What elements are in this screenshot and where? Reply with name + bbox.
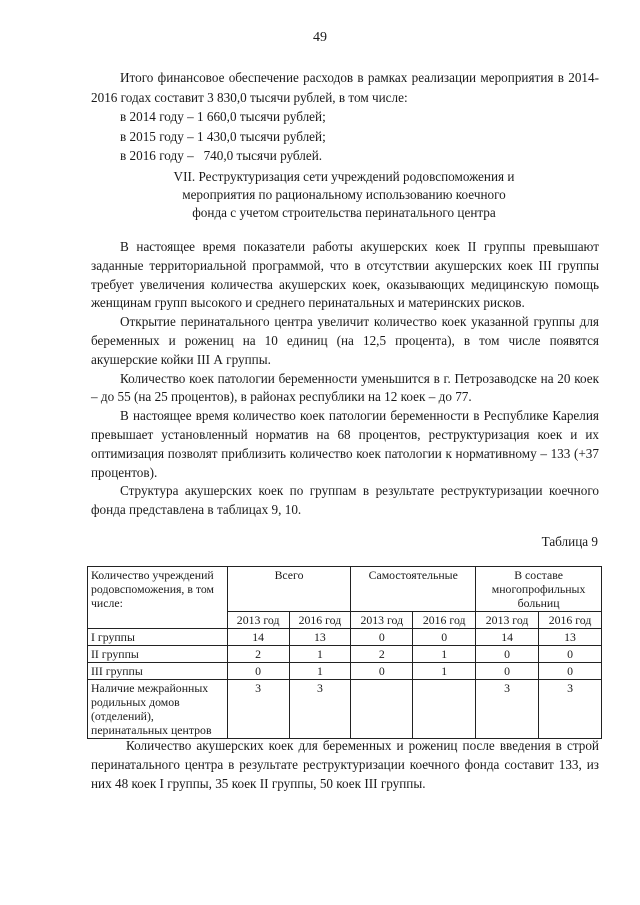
table-header-first: Количество учреждений родовспоможения, в том числе:	[88, 567, 228, 629]
table-cell: 1	[413, 646, 476, 663]
table-year: 2013 год	[351, 612, 413, 629]
table-header-row	[88, 567, 602, 612]
finance-year-2015: в 2015 году – 1 430,0 тысячи рублей;	[120, 128, 326, 144]
table-cell: 1	[413, 663, 476, 680]
section-title-line: фонда с учетом строительства перинатального центра	[192, 205, 496, 220]
table-row	[88, 663, 602, 680]
table-row	[88, 680, 602, 739]
table-header-group: Всего	[227, 567, 351, 612]
paragraph: В настоящее время показатели работы акушерских коек II группы превышают заданные территориальной программой, что в отсутствии акушерских коек III группы требует увеличения количества акушерских коек, оказывающих медицинскую помощь женщинам групп высокого и среднего перинатальных и материнских рисков.	[91, 239, 599, 311]
table-cell: 0	[476, 663, 539, 680]
table-caption: Таблица 9	[541, 534, 598, 549]
table-cell: 1	[289, 646, 351, 663]
table-cell: 3	[539, 680, 602, 739]
table-year: 2016 год	[539, 612, 602, 629]
table-cell: 0	[351, 629, 413, 646]
paragraph: Открытие перинатального центра увеличит количество коек указанной группы для беременных и рожениц на 10 единиц (на 12,5 процента), в том числе появятся акушерские койки III А группы.	[91, 314, 599, 367]
table-year: 2013 год	[227, 612, 289, 629]
table-cell: 0	[227, 663, 289, 680]
table-cell: 2	[351, 646, 413, 663]
finance-year-2014: в 2014 году – 1 660,0 тысячи рублей;	[120, 109, 326, 124]
page-number: 49	[313, 30, 327, 45]
finance-year-2016: в 2016 году – 740,0 тысячи рублей.	[120, 148, 323, 163]
table-cell	[413, 680, 476, 739]
table-year: 2013 год	[476, 612, 539, 629]
table-cell: 2	[227, 646, 289, 663]
table-row	[88, 646, 602, 663]
table-row-label: III группы	[88, 663, 228, 680]
table-cell: 14	[476, 629, 539, 646]
paragraph: Количество коек патологии беременности уменьшится в г. Петрозаводске на 20 коек – до 55 (на 25 процентов), в районах республики на 12 коек – до 77.	[91, 370, 599, 405]
table-cell: 13	[539, 629, 602, 646]
table-cell: 0	[539, 646, 602, 663]
closing-paragraph-block	[91, 737, 599, 793]
paragraph: В настоящее время количество коек патологии беременности в Республике Карелия превышает установленный норматив на 68 процентов, реструктуризация коек и их оптимизация позволят приблизить количество коек патологии к нормативному – 133 (+37 процентов).	[91, 408, 599, 480]
table-cell: 3	[227, 680, 289, 739]
table-row-label: I группы	[88, 629, 228, 646]
table-9	[87, 566, 602, 739]
table-cell: 0	[351, 663, 413, 680]
table-cell: 13	[289, 629, 351, 646]
table-cell: 3	[476, 680, 539, 739]
table-header-group: В составе многопрофильных больниц	[476, 567, 602, 612]
table-year: 2016 год	[413, 612, 476, 629]
finance-summary	[91, 68, 599, 166]
table-cell: 3	[289, 680, 351, 739]
section-title-line: VII. Реструктуризация сети учреждений родовспоможения и	[173, 169, 515, 184]
table-cell: 14	[227, 629, 289, 646]
table-cell: 1	[289, 663, 351, 680]
table-cell: 0	[413, 629, 476, 646]
paragraph: Структура акушерских коек по группам в результате реструктуризации коечного фонда представлена в таблицах 9, 10.	[91, 483, 599, 518]
table-row	[88, 629, 602, 646]
table-year: 2016 год	[289, 612, 351, 629]
closing-paragraph: Количество акушерских коек для беременных и рожениц после введения в строй перинатального центра в результате реструктуризации коечного фонда составит 133, из них 48 коек I группы, 35 коек II группы, 50 коек III группы.	[91, 738, 599, 791]
table-header-group: Самостоятельные	[351, 567, 476, 612]
table-cell: 0	[539, 663, 602, 680]
section-body	[91, 238, 599, 520]
finance-lead: Итого финансовое обеспечение расходов в рамках реализации мероприятия в 2014-2016 годах составит 3 830,0 тысячи рублей, в том числе:	[91, 70, 599, 105]
table-cell: 0	[476, 646, 539, 663]
table-cell	[351, 680, 413, 739]
section-title	[110, 168, 578, 222]
section-title-line: мероприятия по рациональному использованию коечного	[182, 187, 506, 202]
table-row-label: Наличие межрайонных родильных домов (отделений), перинатальных центров	[88, 680, 228, 739]
table-row-label: II группы	[88, 646, 228, 663]
